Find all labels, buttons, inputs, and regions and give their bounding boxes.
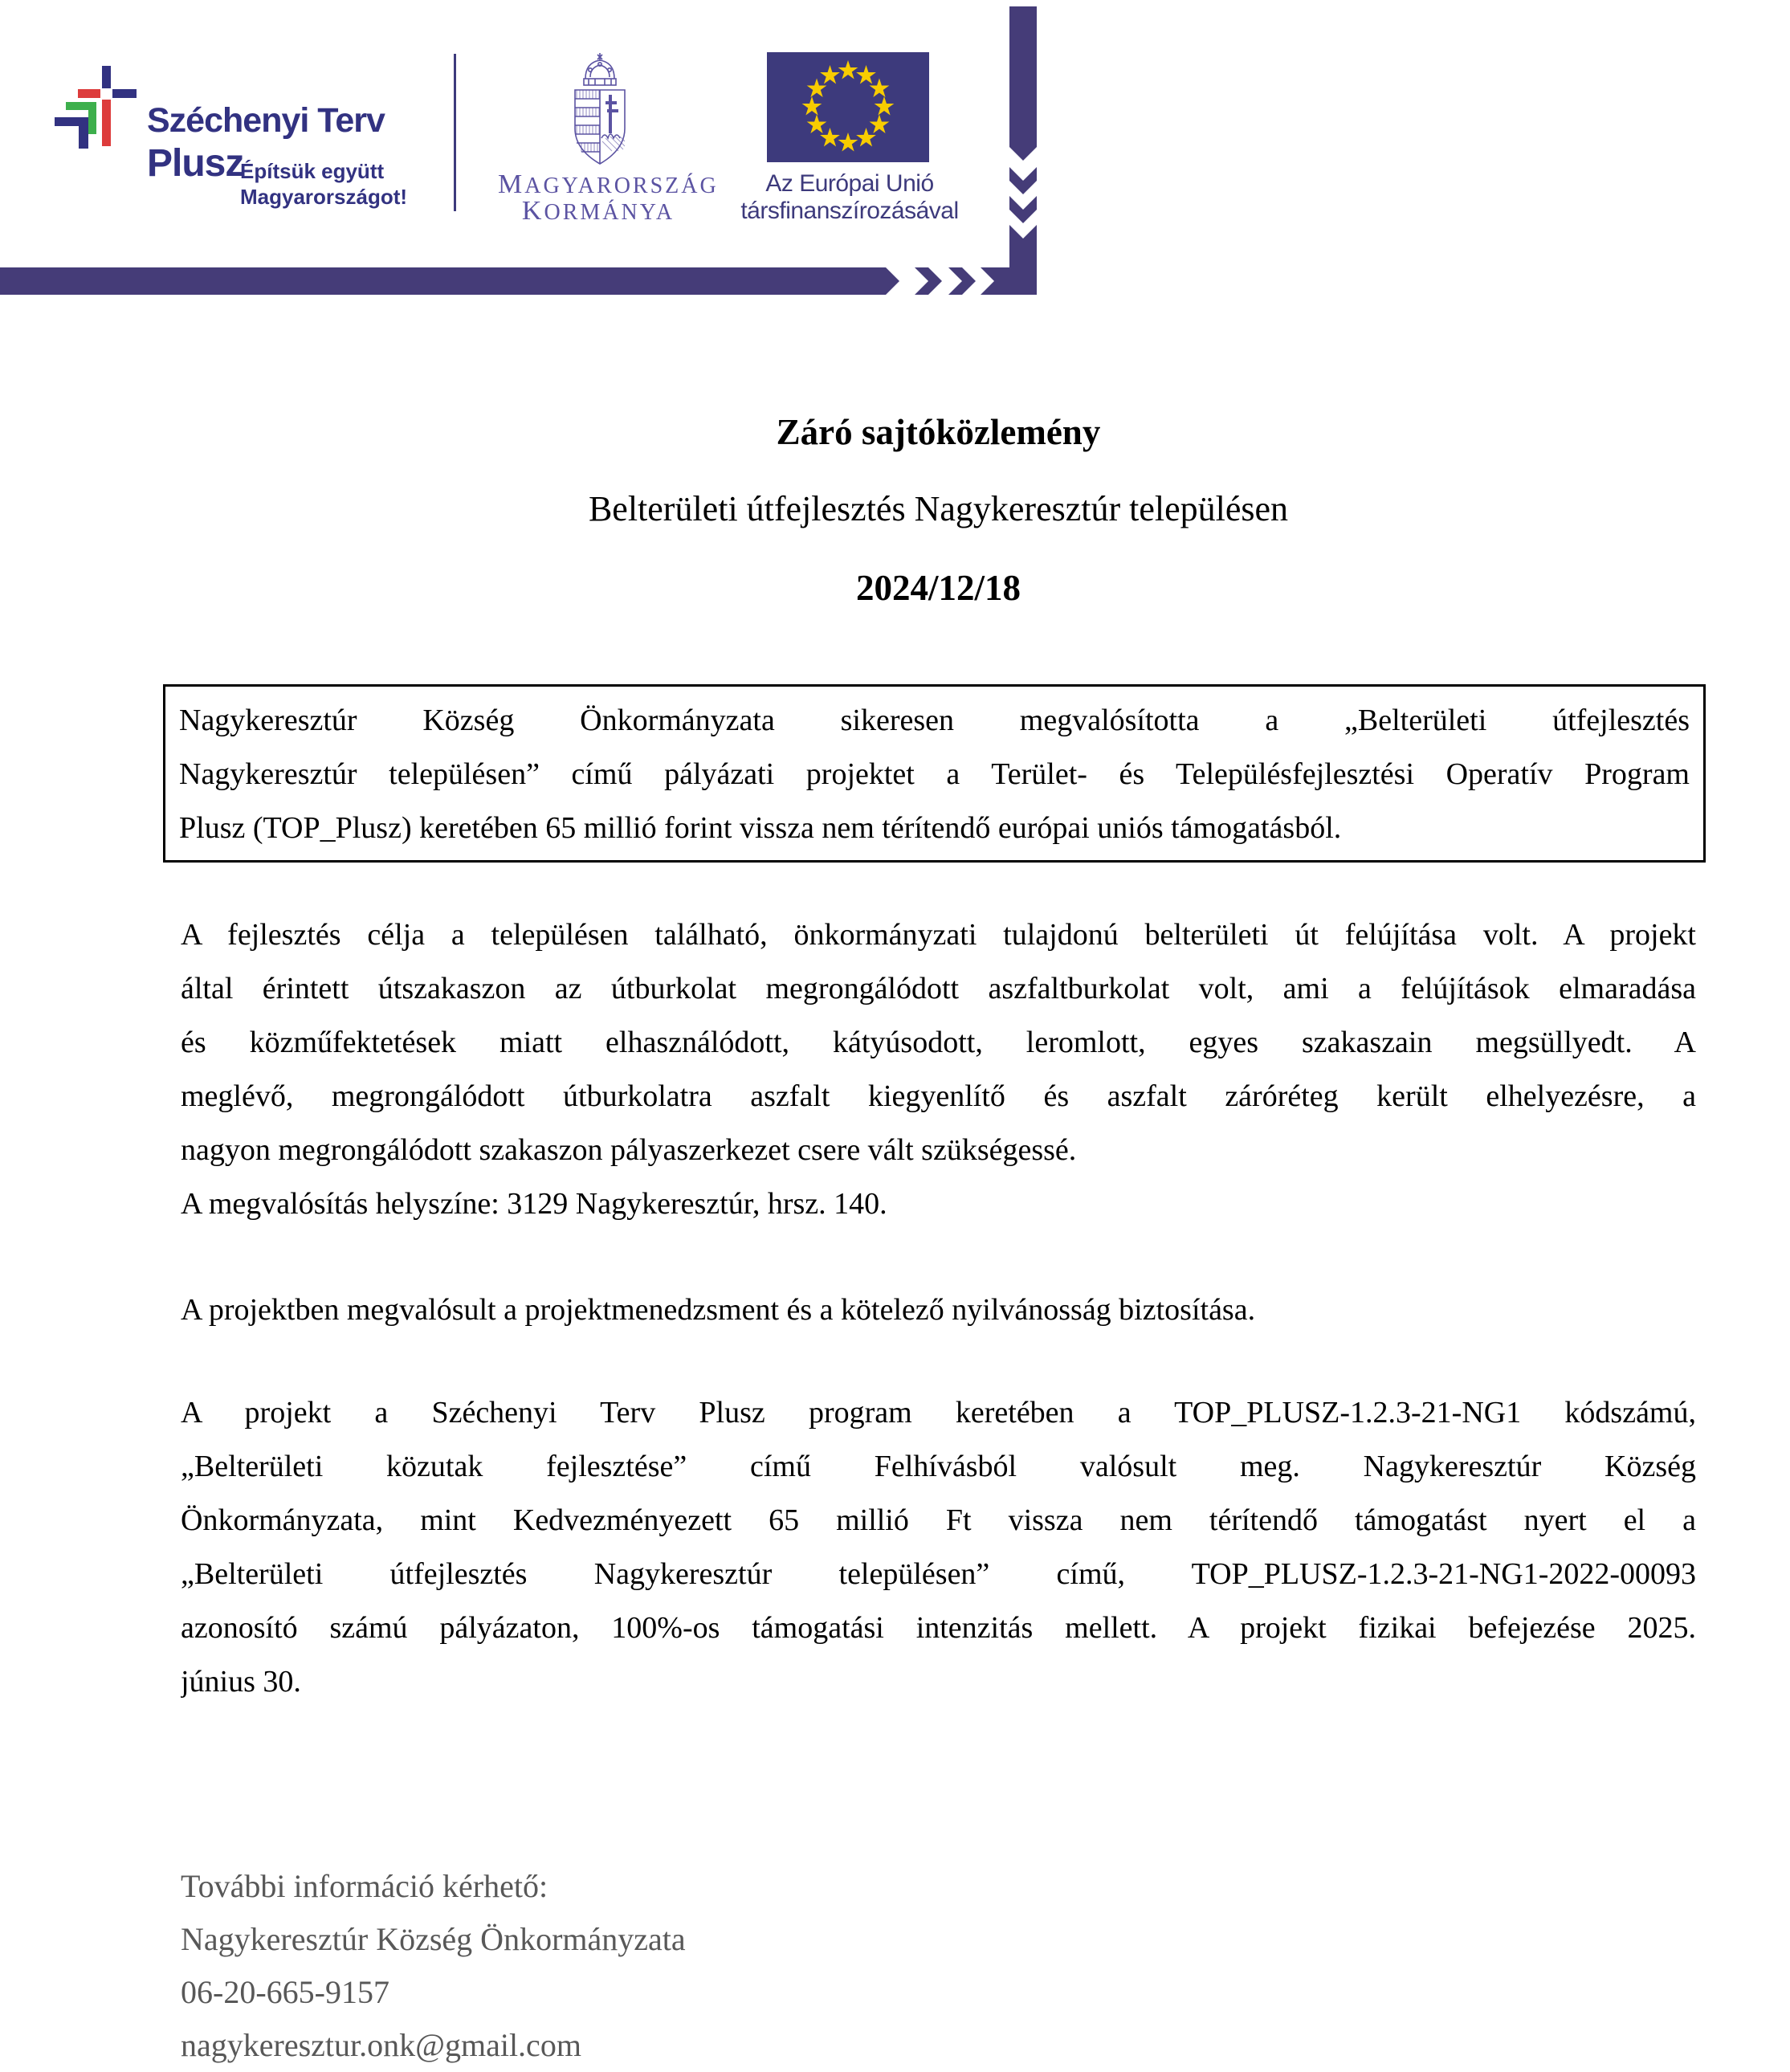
text-line: Plusz (TOP_Plusz) keretében 65 millió forint vissza nem térítendő európai uniós támogatásból. [179, 811, 1342, 845]
text-line: A projekt a Széchenyi Terv Plusz program keretében a TOP_PLUSZ-1.2.3-21-NG1 kódszámú, [181, 1396, 1696, 1430]
body-paragraph-3 [181, 1386, 1696, 1709]
szechenyi-logo-title2: Plusz [147, 142, 244, 185]
banner-vertical-bar [1009, 6, 1037, 161]
government-logo-text [498, 169, 719, 226]
lead-summary-box [163, 684, 1706, 863]
text-line: és közműfektetések miatt elhasználódott, kátyúsodott, leromlott, egyes szakaszain megsüllyedt. A [181, 1026, 1696, 1059]
government-logo-line2: KORMÁNYA [521, 196, 675, 226]
text-line: „Belterületi közutak fejlesztése” című Felhívásból valósult meg. Nagykeresztúr Község [181, 1450, 1696, 1483]
body-paragraph-1 [181, 908, 1696, 1177]
szechenyi-logo-mark-icon [52, 64, 142, 153]
banner-chevron-right-icon [915, 267, 942, 295]
page-title: Záró sajtóközlemény [776, 412, 1101, 452]
body-paragraph-2: A projektben megvalósult a projektmenedzsment és a kötelező nyilvánosság biztosítása. [181, 1293, 1256, 1327]
text-line: „Belterületi útfejlesztés Nagykeresztúr településen” című, TOP_PLUSZ-1.2.3-21-NG1-2022-00093 [181, 1557, 1696, 1591]
szechenyi-logo-title: Széchenyi Terv [147, 101, 385, 140]
szechenyi-logo-tagline2: Magyarországot! [240, 185, 408, 209]
text-line: meglévő, megrongálódott útburkolatra aszfalt kiegyenlítő és aszfalt záróréteg került elhelyezésre, a [181, 1079, 1696, 1113]
text-line: azonosító számú pályázaton, 100%-os támogatási intenzitás mellett. A projekt fizikai befejezése 2025. [181, 1611, 1696, 1645]
text-line: Nagykeresztúr településen” című pályázati projektet a Terület- és Településfejlesztési Operatív Program [179, 757, 1690, 791]
banner-horizontal-bar [0, 267, 899, 295]
text-line: 06-20-665-9157 [181, 1974, 389, 2010]
szechenyi-logo-tagline1: Építsük együtt [240, 159, 385, 183]
hungary-coat-of-arms-icon [564, 48, 636, 169]
page-date: 2024/12/18 [855, 568, 1021, 608]
government-logo-line1: MAGYARORSZÁG [498, 169, 719, 199]
text-line: További információ kérhető: [181, 1868, 548, 1904]
text-line: nagykeresztur.onk@gmail.com [181, 2027, 581, 2063]
text-line: Nagykeresztúr Község Önkormányzata [181, 1921, 686, 1957]
text-line: június 30. [181, 1665, 301, 1699]
eu-caption-line1: Az Európai Unió [765, 170, 934, 197]
header-divider [454, 54, 456, 211]
banner-corner-vertical [1009, 225, 1037, 295]
page-subtitle: Belterületi útfejlesztés Nagykeresztúr településen [588, 489, 1289, 528]
contact-footer [181, 1860, 1696, 2072]
location-line: A megvalósítás helyszíne: 3129 Nagykeresztúr, hrsz. 140. [181, 1187, 887, 1221]
text-line: által érintett útszakaszon az útburkolat megrongálódott aszfaltburkolat volt, ami a felújítások elmaradása [181, 972, 1696, 1005]
eu-cofunding-caption [685, 170, 1014, 225]
banner-chevron-right-icon [948, 267, 976, 295]
eu-caption-line2: társfinanszírozásával [740, 198, 959, 224]
text-line: Önkormányzata, mint Kedvezményezett 65 millió Ft vissza nem térítendő támogatást nyert el a [181, 1503, 1696, 1537]
text-line: Nagykeresztúr Község Önkormányzata sikeresen megvalósította a „Belterületi útfejlesztés [179, 704, 1690, 737]
text-line: nagyon megrongálódott szakaszon pályaszerkezet csere vált szükségessé. [181, 1133, 1077, 1167]
eu-flag-icon [767, 52, 929, 162]
text-line: A fejlesztés célja a településen található, önkormányzati tulajdonú belterületi út felújítása volt. A projekt [181, 918, 1696, 952]
